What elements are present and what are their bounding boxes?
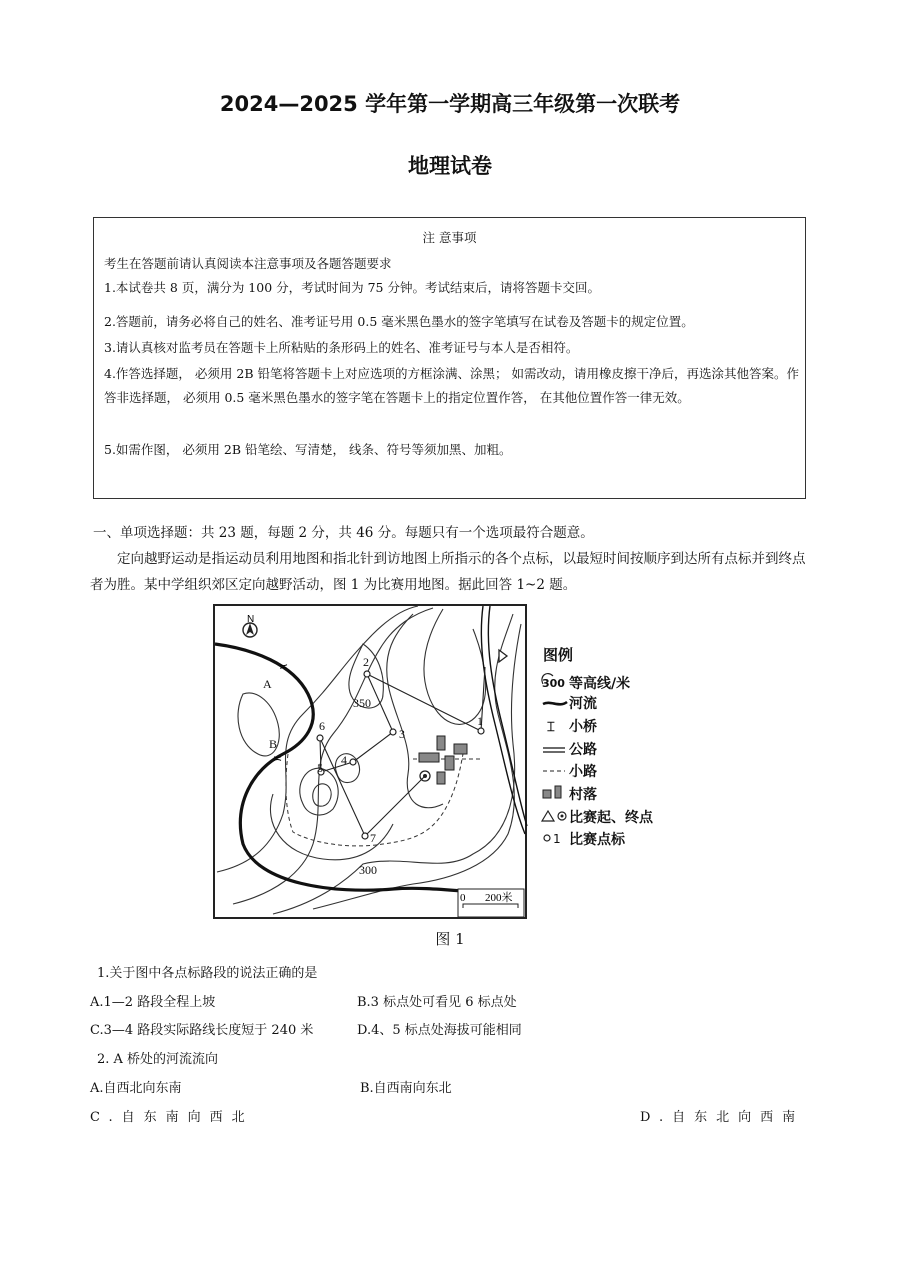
bridge-icon: ≍ xyxy=(273,752,283,765)
question-stem: 2. A 桥处的河流流向 xyxy=(97,1052,219,1067)
notice-item: 1.本试卷共 8 页，满分为 100 分，考试时间为 75 分钟。考试结束后，请将答题卡交回。 xyxy=(104,280,600,295)
svg-text:等高线/米: 等高线/米 xyxy=(569,676,631,692)
notice-item: 5.如需作图， 必须用 2B 铅笔绘、写清楚， 线条、符号等须加黑、加粗。 xyxy=(104,442,512,457)
svg-text:比赛起、终点: 比赛起、终点 xyxy=(569,810,653,826)
svg-text:河流: 河流 xyxy=(569,696,597,712)
section-heading: 一、单项选择题：共 23 题，每题 2 分，共 46 分。每题只有一个选项最符合题意。 xyxy=(93,525,594,541)
svg-text:300: 300 xyxy=(542,677,565,690)
question-option: A.1—2 路段全程上坡 xyxy=(90,995,216,1010)
checkpoint-label: 6 xyxy=(319,719,325,733)
checkpoint-label: 7 xyxy=(370,831,376,845)
svg-text:1: 1 xyxy=(553,832,561,846)
notice-item: 4.作答选择题， 必须用 2B 铅笔将答题卡上对应选项的方框涂满、涂黑； 如需改动，请用橡皮擦干净后，再选涂其他答案。作答非选择题， 必须用 0.5 毫米黑色墨水的签字笔在答题卡上的指定位置作答， 在其他位置作答一律无效。 xyxy=(104,366,799,405)
question-option: B.自西南向东北 xyxy=(360,1081,452,1096)
svg-text:比赛点标: 比赛点标 xyxy=(569,832,625,848)
notice-item: 3.请认真核对监考员在答题卡上所粘贴的条形码上的姓名、准考证号与本人是否相符。 xyxy=(104,340,579,355)
notice-box xyxy=(93,217,806,499)
question-option: B.3 标点处可看见 6 标点处 xyxy=(357,995,517,1010)
bridge-legend-icon: ⌶ xyxy=(547,720,555,735)
notice-intro: 考生在答题前请认真阅读本注意事项及各题答题要求 xyxy=(104,256,392,271)
section-intro: 定向越野运动是指运动员利用地图和指北针到访地图上所指示的各个点标，以最短时间按顺序到达所有点标并到终点者为胜。某中学组织郊区定向越野活动，图 1 为比赛用地图。据此回答 1~2 题。 xyxy=(90,551,806,593)
bridge-label: B xyxy=(269,737,278,751)
question-option: C.自东南向西北 xyxy=(90,1110,254,1125)
question-option: D.自东北向西南 xyxy=(640,1110,805,1125)
checkpoint-label: 4 xyxy=(341,753,347,767)
notice-item: 2.答题前，请务必将自己的姓名、准考证号用 0.5 毫米黑色墨水的签字笔填写在试卷及答题卡的规定位置。 xyxy=(104,314,694,329)
checkpoint-label: 2 xyxy=(363,655,369,669)
north-label: N xyxy=(247,614,255,625)
map-legend xyxy=(542,646,654,848)
checkpoint-label: 5 xyxy=(317,761,323,775)
subject-title: 地理试卷 xyxy=(408,154,492,178)
orienteering-map xyxy=(213,604,688,919)
question-stem: 1.关于图中各点标路段的说法正确的是 xyxy=(97,966,318,981)
contour-label: 300 xyxy=(359,863,377,877)
question-option: D.4、5 标点处海拔可能相同 xyxy=(357,1023,522,1038)
svg-text:图例: 图例 xyxy=(543,646,574,664)
svg-text:公路: 公路 xyxy=(569,742,597,758)
figure-caption: 图 1 xyxy=(435,930,465,948)
exam-title: 2024—2025 学年第一学期高三年级第一次联考 xyxy=(219,92,681,116)
checkpoint-label: 3 xyxy=(399,727,405,741)
question-option: C.3—4 路段实际路线长度短于 240 米 xyxy=(90,1023,314,1038)
question-option: A.自西北向东南 xyxy=(90,1081,182,1096)
svg-text:0: 0 xyxy=(460,892,466,904)
notice-heading: 注 意事项 xyxy=(422,230,477,245)
checkpoint-label: 1 xyxy=(477,714,483,728)
svg-text:村落: 村落 xyxy=(569,787,597,803)
svg-text:小桥: 小桥 xyxy=(569,719,597,735)
bridge-icon: ≍ xyxy=(279,660,289,673)
svg-text:小路: 小路 xyxy=(569,764,597,780)
contour-label: 350 xyxy=(353,696,371,710)
svg-text:200米: 200米 xyxy=(485,892,513,904)
bridge-label: A xyxy=(263,677,272,691)
scale-bar xyxy=(458,889,524,917)
